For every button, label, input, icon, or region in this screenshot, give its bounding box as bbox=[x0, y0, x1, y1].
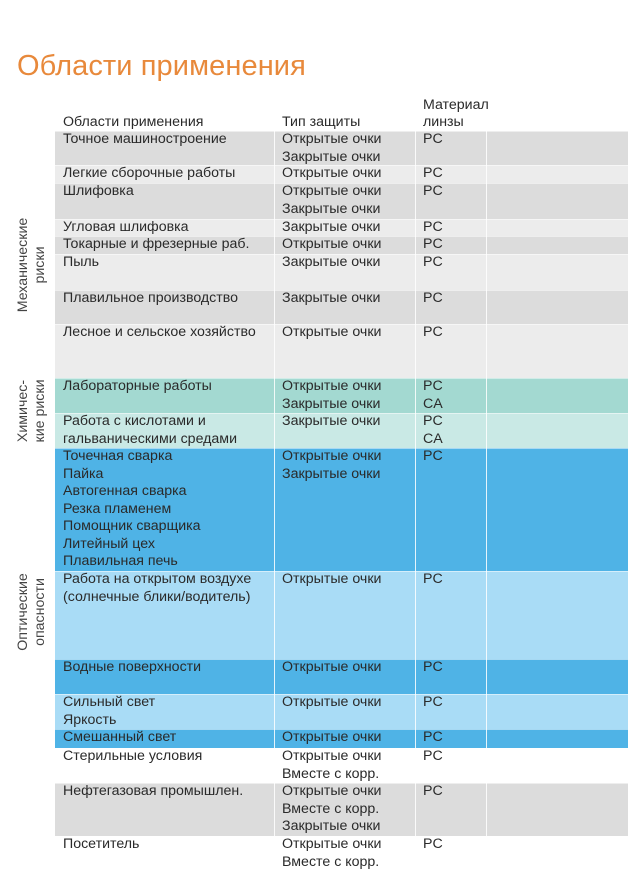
cell-empty bbox=[487, 729, 628, 748]
column-divider bbox=[415, 783, 416, 836]
cell-area bbox=[55, 448, 274, 571]
table-row bbox=[55, 748, 628, 783]
cell-area-line: Смешанный свет bbox=[63, 729, 177, 745]
column-divider bbox=[415, 729, 416, 748]
cell-material bbox=[416, 694, 486, 729]
group-label-mechanical bbox=[15, 215, 49, 315]
column-divider bbox=[415, 748, 416, 783]
column-divider bbox=[274, 165, 275, 183]
table-row bbox=[55, 165, 628, 183]
cell-protection bbox=[275, 183, 415, 219]
cell-empty bbox=[487, 378, 628, 413]
column-divider bbox=[486, 324, 487, 378]
cell-empty bbox=[487, 219, 628, 236]
cell-protection-line: Вместе с корр. bbox=[282, 765, 380, 782]
cell-empty bbox=[487, 165, 628, 183]
table-row bbox=[55, 836, 628, 876]
cell-area bbox=[55, 219, 274, 236]
cell-area-line: Плавильная печь bbox=[63, 553, 178, 569]
table-row bbox=[55, 236, 628, 254]
cell-protection-line: Вместе с корр. bbox=[282, 800, 380, 817]
cell-protection-line: Закрытые очки bbox=[282, 254, 381, 270]
table-row bbox=[55, 324, 628, 378]
column-divider bbox=[415, 131, 416, 165]
cell-protection-line: Открытые очки bbox=[282, 236, 382, 252]
cell-protection-line: Закрытые очки bbox=[282, 200, 381, 217]
column-divider bbox=[486, 254, 487, 290]
cell-protection-line: Открытые очки bbox=[282, 748, 382, 764]
column-divider bbox=[274, 183, 275, 219]
group-label-optical-line1: Оптические bbox=[15, 573, 31, 651]
cell-material-line: PC bbox=[423, 571, 443, 587]
cell-area bbox=[55, 659, 274, 694]
cell-area-line: Помощник сварщика bbox=[63, 518, 201, 534]
cell-material bbox=[416, 236, 486, 254]
group-label-chemical-line2: кие риски bbox=[32, 379, 48, 443]
cell-area bbox=[55, 413, 274, 448]
cell-area-line: Плавильное производство bbox=[63, 290, 239, 306]
column-divider bbox=[415, 378, 416, 413]
cell-material bbox=[416, 131, 486, 165]
cell-area-line: Работа с кислотами и bbox=[63, 413, 206, 429]
group-label-chemical-line1: Химичес- bbox=[15, 379, 31, 443]
cell-area bbox=[55, 131, 274, 165]
cell-area bbox=[55, 165, 274, 183]
cell-protection bbox=[275, 729, 415, 748]
cell-material bbox=[416, 413, 486, 448]
cell-area-line: Стерильные условия bbox=[63, 748, 203, 764]
cell-area-line: Работа на открытом воздухе bbox=[63, 571, 252, 587]
cell-protection-line: Открытые очки bbox=[282, 378, 382, 394]
cell-protection bbox=[275, 413, 415, 448]
cell-area bbox=[55, 571, 274, 659]
cell-material bbox=[416, 836, 486, 876]
cell-material-line: PC bbox=[423, 219, 443, 235]
cell-protection-line: Вместе с корр. bbox=[282, 853, 380, 870]
cell-material-line: CA bbox=[423, 395, 443, 412]
cell-area bbox=[55, 836, 274, 876]
cell-area bbox=[55, 324, 274, 378]
table-row bbox=[55, 378, 628, 413]
cell-material-line: PC bbox=[423, 836, 443, 852]
cell-empty bbox=[487, 783, 628, 836]
column-divider bbox=[415, 183, 416, 219]
cell-protection bbox=[275, 783, 415, 836]
cell-material-line: PC bbox=[423, 165, 443, 181]
column-divider bbox=[274, 448, 275, 571]
cell-material bbox=[416, 448, 486, 571]
cell-protection bbox=[275, 254, 415, 290]
cell-empty bbox=[487, 748, 628, 783]
cell-material bbox=[416, 378, 486, 413]
cell-material bbox=[416, 290, 486, 324]
cell-material-line: PC bbox=[423, 324, 443, 340]
column-divider bbox=[274, 413, 275, 448]
table-row bbox=[55, 254, 628, 290]
cell-protection-line: Закрытые очки bbox=[282, 219, 381, 235]
cell-material-line: PC bbox=[423, 448, 443, 464]
table-row bbox=[55, 290, 628, 324]
cell-protection bbox=[275, 571, 415, 659]
cell-material-line: PC bbox=[423, 131, 443, 147]
cell-empty bbox=[487, 324, 628, 378]
column-divider bbox=[486, 694, 487, 729]
cell-material-line: PC bbox=[423, 783, 443, 799]
cell-area-line: Пыль bbox=[63, 254, 100, 270]
cell-area bbox=[55, 254, 274, 290]
cell-area-line: Лабораторные работы bbox=[63, 378, 212, 394]
cell-protection bbox=[275, 659, 415, 694]
table-row bbox=[55, 448, 628, 571]
group-label-optical bbox=[15, 562, 49, 662]
column-divider bbox=[486, 748, 487, 783]
column-divider bbox=[486, 378, 487, 413]
cell-material bbox=[416, 254, 486, 290]
cell-protection bbox=[275, 236, 415, 254]
cell-protection-line: Закрытые очки bbox=[282, 465, 381, 482]
cell-empty bbox=[487, 131, 628, 165]
column-divider bbox=[274, 748, 275, 783]
column-divider bbox=[274, 659, 275, 694]
column-divider bbox=[486, 729, 487, 748]
cell-material-line: PC bbox=[423, 694, 443, 710]
cell-material bbox=[416, 183, 486, 219]
cell-protection-line: Закрытые очки bbox=[282, 818, 381, 834]
cell-area-line: Точное машиностроение bbox=[63, 131, 227, 147]
table-row bbox=[55, 729, 628, 748]
table-row bbox=[55, 659, 628, 694]
cell-material-line: PC bbox=[423, 290, 443, 306]
cell-area-line: гальваническими средами bbox=[63, 430, 237, 447]
cell-area-line: Лесное и сельское хозяйство bbox=[63, 324, 256, 340]
column-divider bbox=[486, 836, 487, 876]
column-divider bbox=[415, 290, 416, 324]
column-divider bbox=[274, 783, 275, 836]
cell-material-line: PC bbox=[423, 378, 443, 394]
column-divider bbox=[274, 219, 275, 236]
column-divider bbox=[486, 659, 487, 694]
cell-protection-line: Закрытые очки bbox=[282, 290, 381, 306]
cell-material-line: PC bbox=[423, 183, 443, 199]
cell-area-line: (солнечные блики/водитель) bbox=[63, 588, 251, 605]
column-divider bbox=[415, 219, 416, 236]
cell-area bbox=[55, 694, 274, 729]
cell-protection bbox=[275, 131, 415, 165]
cell-area-line: Нефтегазовая промышлен. bbox=[63, 783, 244, 799]
table-row bbox=[55, 783, 628, 836]
cell-material bbox=[416, 748, 486, 783]
column-divider bbox=[415, 413, 416, 448]
cell-material bbox=[416, 659, 486, 694]
group-label-chemical bbox=[15, 361, 49, 461]
column-divider bbox=[274, 324, 275, 378]
cell-material bbox=[416, 571, 486, 659]
cell-material-line: PC bbox=[423, 413, 443, 429]
header-material-line2: линзы bbox=[423, 114, 464, 130]
cell-protection bbox=[275, 448, 415, 571]
cell-area-line: Точечная сварка bbox=[63, 448, 173, 464]
cell-protection-line: Открытые очки bbox=[282, 783, 382, 799]
cell-area-line: Пайка bbox=[63, 465, 104, 482]
cell-empty bbox=[487, 413, 628, 448]
cell-area bbox=[55, 290, 274, 324]
cell-protection-line: Открытые очки bbox=[282, 183, 382, 199]
column-divider bbox=[415, 571, 416, 659]
column-divider bbox=[274, 378, 275, 413]
column-divider bbox=[274, 131, 275, 165]
column-divider bbox=[415, 836, 416, 876]
cell-protection bbox=[275, 694, 415, 729]
header-material-line1: Материал bbox=[423, 97, 489, 113]
column-divider bbox=[415, 254, 416, 290]
column-divider bbox=[415, 448, 416, 571]
cell-area bbox=[55, 378, 274, 413]
cell-area-line: Водные поверхности bbox=[63, 659, 202, 675]
cell-protection bbox=[275, 378, 415, 413]
cell-protection-line: Открытые очки bbox=[282, 324, 382, 340]
cell-area-line: Угловая шлифовка bbox=[63, 219, 189, 235]
cell-material-line: CA bbox=[423, 430, 443, 447]
table-row bbox=[55, 694, 628, 729]
cell-material-line: PC bbox=[423, 748, 443, 764]
cell-material bbox=[416, 729, 486, 748]
cell-empty bbox=[487, 290, 628, 324]
cell-area-line: Шлифовка bbox=[63, 183, 134, 199]
cell-protection-line: Закрытые очки bbox=[282, 413, 381, 429]
cell-material-line: PC bbox=[423, 729, 443, 745]
cell-protection-line: Открытые очки bbox=[282, 659, 382, 675]
header-protection: Тип защиты bbox=[282, 114, 361, 130]
cell-material bbox=[416, 165, 486, 183]
column-divider bbox=[415, 165, 416, 183]
column-divider bbox=[486, 183, 487, 219]
cell-area bbox=[55, 729, 274, 748]
column-divider bbox=[486, 236, 487, 254]
column-divider bbox=[486, 165, 487, 183]
cell-material bbox=[416, 324, 486, 378]
column-divider bbox=[274, 571, 275, 659]
cell-material bbox=[416, 783, 486, 836]
group-label-mechanical-line2: риски bbox=[32, 246, 48, 284]
page-title: Области применения bbox=[17, 50, 306, 82]
cell-area-line: Резка пламенем bbox=[63, 500, 172, 517]
column-divider bbox=[415, 659, 416, 694]
cell-material-line: PC bbox=[423, 236, 443, 252]
cell-protection-line: Открытые очки bbox=[282, 571, 382, 587]
column-divider bbox=[415, 236, 416, 254]
cell-empty bbox=[487, 254, 628, 290]
cell-protection-line: Открытые очки bbox=[282, 836, 382, 852]
cell-area bbox=[55, 183, 274, 219]
table-row bbox=[55, 571, 628, 659]
header-area: Области применения bbox=[63, 114, 204, 130]
column-divider bbox=[274, 729, 275, 748]
group-label-optical-line2: опасности bbox=[32, 578, 48, 646]
table-row bbox=[55, 413, 628, 448]
cell-empty bbox=[487, 236, 628, 254]
column-divider bbox=[486, 571, 487, 659]
cell-protection bbox=[275, 165, 415, 183]
cell-area-line: Автогенная сварка bbox=[63, 483, 187, 499]
cell-protection bbox=[275, 836, 415, 876]
column-divider bbox=[274, 254, 275, 290]
cell-area-line: Сильный свет bbox=[63, 694, 156, 710]
table-row bbox=[55, 219, 628, 236]
column-divider bbox=[274, 236, 275, 254]
cell-material-line: PC bbox=[423, 659, 443, 675]
cell-protection bbox=[275, 290, 415, 324]
cell-area-line: Литейный цех bbox=[63, 535, 155, 552]
cell-area-line: Токарные и фрезерные раб. bbox=[63, 236, 250, 252]
column-divider bbox=[415, 694, 416, 729]
column-divider bbox=[486, 448, 487, 571]
column-divider bbox=[486, 783, 487, 836]
cell-material-line: PC bbox=[423, 254, 443, 270]
cell-protection-line: Открытые очки bbox=[282, 165, 382, 181]
cell-protection bbox=[275, 324, 415, 378]
cell-material bbox=[416, 219, 486, 236]
column-divider bbox=[274, 836, 275, 876]
cell-protection-line: Закрытые очки bbox=[282, 395, 381, 412]
table-row bbox=[55, 131, 628, 165]
cell-empty bbox=[487, 571, 628, 659]
cell-area bbox=[55, 236, 274, 254]
column-divider bbox=[486, 219, 487, 236]
cell-area bbox=[55, 748, 274, 783]
cell-protection-line: Открытые очки bbox=[282, 694, 382, 710]
cell-empty bbox=[487, 836, 628, 876]
table-row bbox=[55, 183, 628, 219]
column-divider bbox=[486, 131, 487, 165]
cell-protection-line: Открытые очки bbox=[282, 729, 382, 745]
cell-area-line: Яркость bbox=[63, 711, 117, 728]
column-divider bbox=[486, 413, 487, 448]
cell-area bbox=[55, 783, 274, 836]
cell-empty bbox=[487, 694, 628, 729]
column-divider bbox=[486, 290, 487, 324]
cell-area-line: Легкие сборочные работы bbox=[63, 165, 236, 181]
cell-protection-line: Закрытые очки bbox=[282, 148, 381, 165]
column-divider bbox=[274, 694, 275, 729]
cell-empty bbox=[487, 448, 628, 571]
cell-protection-line: Открытые очки bbox=[282, 448, 382, 464]
column-divider bbox=[274, 290, 275, 324]
cell-protection bbox=[275, 748, 415, 783]
cell-protection-line: Открытые очки bbox=[282, 131, 382, 147]
column-divider bbox=[415, 324, 416, 378]
cell-empty bbox=[487, 659, 628, 694]
cell-area-line: Посетитель bbox=[63, 836, 140, 852]
cell-empty bbox=[487, 183, 628, 219]
cell-protection bbox=[275, 219, 415, 236]
group-label-mechanical-line1: Механические bbox=[15, 217, 31, 313]
